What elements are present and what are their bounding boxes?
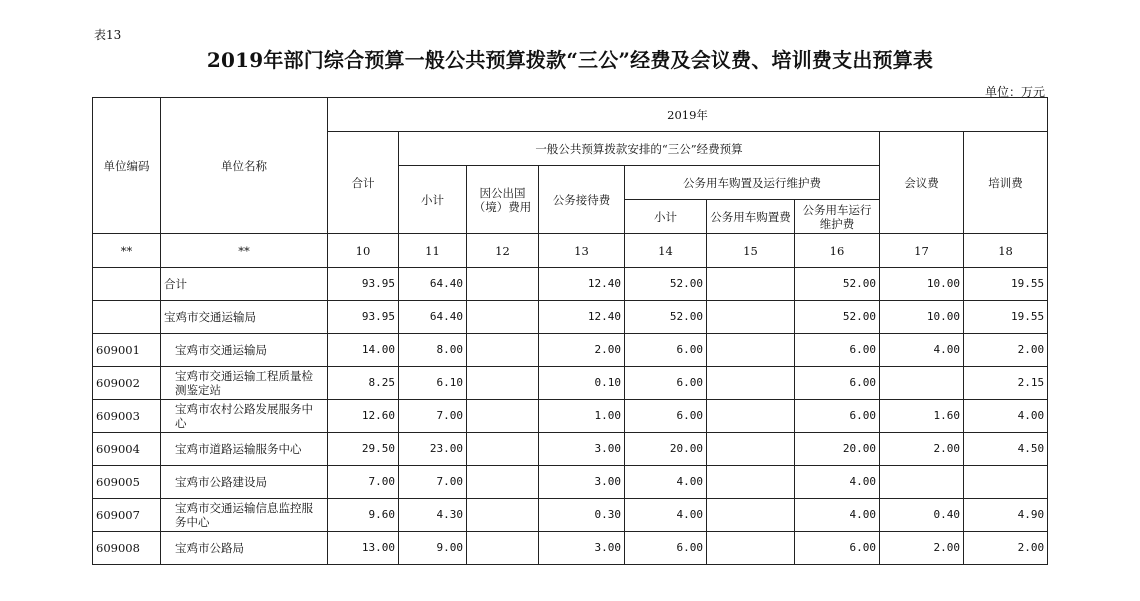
- table-number: 表13: [94, 28, 122, 42]
- cell-v-op: 6.00: [795, 334, 880, 367]
- cell-v-op: 6.00: [795, 400, 880, 433]
- cell-subtotal: 7.00: [399, 466, 467, 499]
- cell-v-op: 52.00: [795, 301, 880, 334]
- cell-v-purchase: [707, 499, 795, 532]
- cell-total: 9.60: [328, 499, 399, 532]
- cell-meeting: 2.00: [880, 433, 964, 466]
- cell-total: 12.60: [328, 400, 399, 433]
- cell-code: 609003: [93, 400, 161, 433]
- cell-code: 609005: [93, 466, 161, 499]
- column-index-cell: 13: [539, 234, 625, 268]
- header-sangong: 一般公共预算拨款安排的“三公”经费预算: [399, 132, 880, 166]
- table-row: [93, 400, 1048, 433]
- cell-subtotal: 7.00: [399, 400, 467, 433]
- column-index-cell: **: [161, 234, 328, 268]
- cell-training: 4.50: [964, 433, 1048, 466]
- cell-reception: 12.40: [539, 268, 625, 301]
- cell-v-sub: 6.00: [625, 367, 707, 400]
- cell-code: 609008: [93, 532, 161, 565]
- unit-label: 单位：万元: [984, 85, 1045, 99]
- cell-name: 宝鸡市公路局: [161, 532, 328, 565]
- cell-name: 宝鸡市交通运输局: [161, 334, 328, 367]
- header-unit-code: 单位编码: [93, 98, 161, 234]
- cell-v-sub: 6.00: [625, 400, 707, 433]
- cell-reception: 0.30: [539, 499, 625, 532]
- column-index-cell: **: [93, 234, 161, 268]
- cell-training: [964, 466, 1048, 499]
- column-index-row: [93, 234, 1048, 268]
- cell-code: 609002: [93, 367, 161, 400]
- table-row: [93, 334, 1048, 367]
- table-row: [93, 367, 1048, 400]
- cell-training: 2.15: [964, 367, 1048, 400]
- cell-reception: 12.40: [539, 301, 625, 334]
- cell-v-op: 4.00: [795, 499, 880, 532]
- cell-v-op: 6.00: [795, 532, 880, 565]
- table-row: [93, 466, 1048, 499]
- column-index-cell: 12: [467, 234, 539, 268]
- cell-v-op: 20.00: [795, 433, 880, 466]
- cell-abroad: [467, 367, 539, 400]
- column-index-cell: 15: [707, 234, 795, 268]
- cell-subtotal: 4.30: [399, 499, 467, 532]
- cell-code: 609004: [93, 433, 161, 466]
- column-index-cell: 10: [328, 234, 399, 268]
- cell-v-sub: 6.00: [625, 532, 707, 565]
- header-vehicle: 公务用车购置及运行维护费: [625, 166, 880, 200]
- table-row: [93, 499, 1048, 532]
- cell-subtotal: 23.00: [399, 433, 467, 466]
- cell-v-sub: 4.00: [625, 466, 707, 499]
- cell-name: 宝鸡市公路建设局: [161, 466, 328, 499]
- cell-total: 7.00: [328, 466, 399, 499]
- cell-total: 29.50: [328, 433, 399, 466]
- cell-v-purchase: [707, 334, 795, 367]
- cell-total: 93.95: [328, 301, 399, 334]
- cell-subtotal: 64.40: [399, 301, 467, 334]
- header-unit-name: 单位名称: [161, 98, 328, 234]
- cell-name: 宝鸡市农村公路发展服务中心: [161, 400, 328, 433]
- cell-total: 8.25: [328, 367, 399, 400]
- cell-v-sub: 6.00: [625, 334, 707, 367]
- cell-v-purchase: [707, 301, 795, 334]
- cell-training: 4.00: [964, 400, 1048, 433]
- cell-subtotal: 8.00: [399, 334, 467, 367]
- cell-abroad: [467, 466, 539, 499]
- column-index-cell: 14: [625, 234, 707, 268]
- cell-training: 2.00: [964, 532, 1048, 565]
- cell-code: 609001: [93, 334, 161, 367]
- cell-v-op: 4.00: [795, 466, 880, 499]
- table-row: [93, 301, 1048, 334]
- cell-abroad: [467, 532, 539, 565]
- cell-name: 宝鸡市交通运输局: [161, 301, 328, 334]
- page-title: 2019年部门综合预算一般公共预算拨款“三公”经费及会议费、培训费支出预算表: [206, 48, 934, 72]
- cell-training: 19.55: [964, 268, 1048, 301]
- cell-meeting: 0.40: [880, 499, 964, 532]
- cell-v-sub: 52.00: [625, 301, 707, 334]
- cell-meeting: 1.60: [880, 400, 964, 433]
- cell-abroad: [467, 400, 539, 433]
- budget-table: [92, 97, 1048, 565]
- cell-code: [93, 268, 161, 301]
- cell-total: 13.00: [328, 532, 399, 565]
- cell-v-sub: 20.00: [625, 433, 707, 466]
- cell-abroad: [467, 268, 539, 301]
- header-vehicle-subtotal: 小计: [625, 200, 707, 234]
- cell-reception: 2.00: [539, 334, 625, 367]
- cell-meeting: [880, 367, 964, 400]
- cell-v-op: 6.00: [795, 367, 880, 400]
- cell-reception: 3.00: [539, 433, 625, 466]
- column-index-cell: 11: [399, 234, 467, 268]
- header-abroad: 因公出国（境）费用: [467, 166, 539, 234]
- cell-name: 宝鸡市交通运输信息监控服务中心: [161, 499, 328, 532]
- column-index-cell: 17: [880, 234, 964, 268]
- cell-subtotal: 6.10: [399, 367, 467, 400]
- header-vehicle-purchase: 公务用车购置费: [707, 200, 795, 234]
- cell-v-purchase: [707, 532, 795, 565]
- cell-reception: 3.00: [539, 466, 625, 499]
- cell-meeting: 10.00: [880, 268, 964, 301]
- table-row: [93, 433, 1048, 466]
- cell-reception: 0.10: [539, 367, 625, 400]
- header-vehicle-operation: 公务用车运行维护费: [795, 200, 880, 234]
- cell-meeting: 4.00: [880, 334, 964, 367]
- cell-abroad: [467, 433, 539, 466]
- cell-training: 4.90: [964, 499, 1048, 532]
- cell-abroad: [467, 499, 539, 532]
- table-row: [93, 268, 1048, 301]
- header-training: 培训费: [964, 132, 1048, 234]
- cell-v-sub: 52.00: [625, 268, 707, 301]
- cell-reception: 1.00: [539, 400, 625, 433]
- table-row: [93, 532, 1048, 565]
- cell-code: [93, 301, 161, 334]
- header-meeting: 会议费: [880, 132, 964, 234]
- cell-abroad: [467, 334, 539, 367]
- cell-total: 93.95: [328, 268, 399, 301]
- cell-v-purchase: [707, 367, 795, 400]
- cell-training: 2.00: [964, 334, 1048, 367]
- cell-reception: 3.00: [539, 532, 625, 565]
- column-index-cell: 18: [964, 234, 1048, 268]
- cell-v-purchase: [707, 268, 795, 301]
- header-year: 2019年: [328, 98, 1048, 132]
- column-index-cell: 16: [795, 234, 880, 268]
- cell-name: 合计: [161, 268, 328, 301]
- header-subtotal: 小计: [399, 166, 467, 234]
- header-total: 合计: [328, 132, 399, 234]
- cell-v-sub: 4.00: [625, 499, 707, 532]
- cell-v-purchase: [707, 466, 795, 499]
- cell-training: 19.55: [964, 301, 1048, 334]
- cell-v-purchase: [707, 400, 795, 433]
- cell-v-op: 52.00: [795, 268, 880, 301]
- cell-total: 14.00: [328, 334, 399, 367]
- cell-meeting: 10.00: [880, 301, 964, 334]
- cell-code: 609007: [93, 499, 161, 532]
- cell-v-purchase: [707, 433, 795, 466]
- cell-subtotal: 64.40: [399, 268, 467, 301]
- cell-meeting: [880, 466, 964, 499]
- cell-subtotal: 9.00: [399, 532, 467, 565]
- cell-meeting: 2.00: [880, 532, 964, 565]
- cell-name: 宝鸡市道路运输服务中心: [161, 433, 328, 466]
- header-reception: 公务接待费: [539, 166, 625, 234]
- cell-abroad: [467, 301, 539, 334]
- cell-name: 宝鸡市交通运输工程质量检测鉴定站: [161, 367, 328, 400]
